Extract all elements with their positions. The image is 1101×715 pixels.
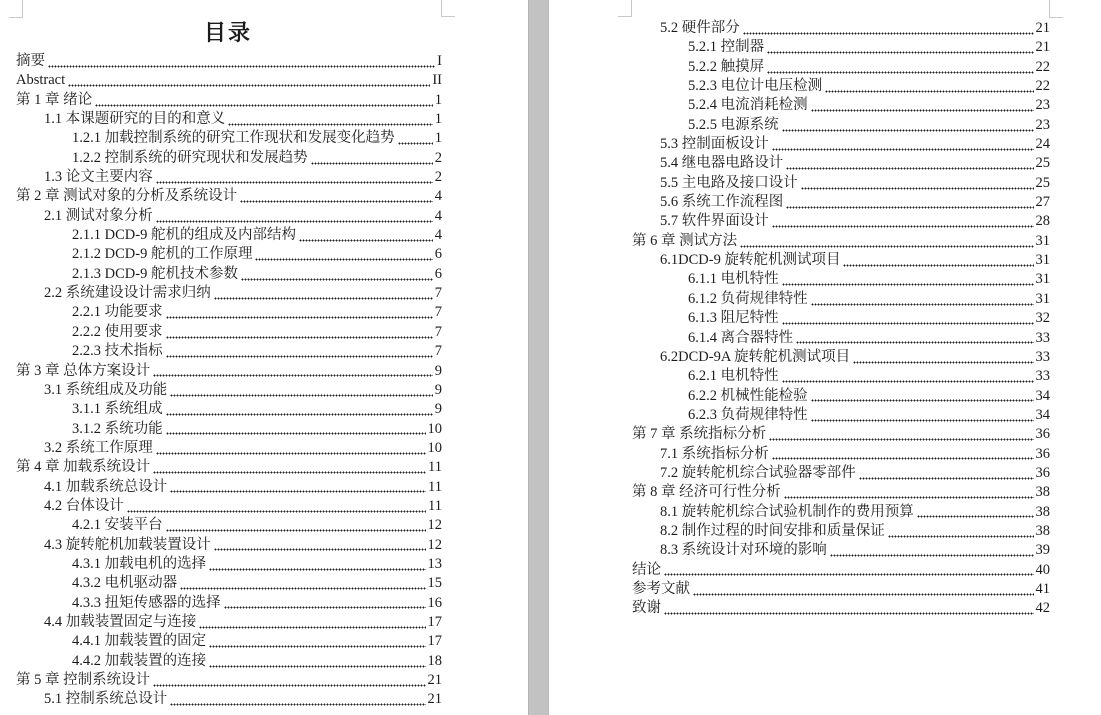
dot-leader [166, 400, 433, 419]
dot-leader [166, 516, 426, 535]
toc-entry[interactable] [632, 116, 1050, 135]
dot-leader [664, 599, 1034, 618]
toc-entry[interactable] [632, 77, 1050, 96]
text-boundary-mark [618, 0, 632, 17]
toc-entry-page-number: 7 [434, 323, 442, 340]
toc-entry-page-number: 4 [434, 188, 442, 205]
toc-entry[interactable] [632, 251, 1050, 270]
toc-entry-title: 2.1.2 DCD-9 舵机的工作原理 [72, 246, 253, 263]
dot-leader [769, 425, 1033, 444]
dot-leader [801, 174, 1034, 193]
toc-entry-page-number: 33 [1035, 368, 1050, 385]
toc-entry-title: 4.3.1 加载电机的选择 [72, 555, 207, 572]
toc-entry-title: 2.2.2 使用要求 [72, 323, 163, 340]
toc-entry-page-number: 38 [1035, 522, 1050, 539]
toc-entry[interactable] [632, 58, 1050, 77]
toc-title: 目录 [203, 20, 252, 45]
toc-entry[interactable] [632, 309, 1050, 328]
toc-entry-page-number: 6 [434, 265, 442, 282]
toc-entry[interactable] [16, 478, 442, 497]
toc-entry-page-number: 32 [1035, 310, 1050, 327]
toc-entry-page-number: 1 [434, 111, 442, 128]
dot-leader [811, 406, 1034, 425]
toc-entry[interactable] [16, 671, 442, 690]
toc-entry-title: 4.1 加载系统总设计 [44, 478, 168, 495]
dot-leader [199, 613, 425, 632]
toc-entry-title: 2.1 测试对象分析 [44, 207, 153, 224]
toc-entry[interactable] [632, 193, 1050, 212]
toc-entry[interactable] [16, 497, 442, 516]
toc-entry[interactable] [632, 270, 1050, 289]
dot-leader [228, 110, 433, 129]
dot-leader [811, 387, 1034, 406]
toc-entry-page-number: 1 [434, 130, 442, 147]
dot-leader [311, 149, 433, 168]
toc-entry[interactable] [632, 329, 1050, 348]
toc-entry[interactable] [16, 400, 442, 419]
toc-entry-title: 8.3 系统设计对环境的影响 [660, 542, 827, 559]
dot-leader [153, 458, 426, 477]
toc-entry-page-number: 12 [427, 536, 442, 553]
toc-entry-page-number: 38 [1035, 484, 1050, 501]
dot-leader [917, 503, 1034, 522]
toc-entry[interactable] [632, 174, 1050, 193]
toc-entry-page-number: 22 [1035, 58, 1050, 75]
toc-entry-page-number: 23 [1035, 116, 1050, 133]
toc-entry[interactable] [16, 632, 442, 651]
toc-entry[interactable] [16, 574, 442, 593]
toc-entry-title: 4.3 旋转舵机加载装置设计 [44, 536, 211, 553]
toc-entry-title: Abstract [16, 72, 66, 89]
toc-entry[interactable] [632, 425, 1050, 444]
toc-entry-title: 摘要 [16, 53, 45, 69]
dot-leader [170, 381, 433, 400]
toc-entry[interactable] [16, 613, 442, 632]
toc-entry-page-number: 4 [434, 227, 442, 244]
toc-entry[interactable] [16, 594, 442, 613]
toc-entry[interactable] [632, 561, 1050, 580]
toc-entry[interactable] [16, 303, 442, 322]
toc-entry-page-number: 4 [434, 207, 442, 224]
toc-entry[interactable] [16, 110, 442, 129]
toc-list-right [632, 19, 1050, 619]
toc-entry[interactable] [16, 245, 442, 264]
toc-entry[interactable] [16, 381, 442, 400]
dot-leader [830, 541, 1034, 560]
dot-leader [48, 52, 435, 71]
dot-leader [127, 497, 426, 516]
toc-entry-title: 第 1 章 绪论 [16, 91, 93, 108]
toc-entry-title: 5.3 控制面板设计 [660, 136, 769, 153]
dot-leader [782, 367, 1034, 386]
toc-entry-page-number: 22 [1035, 78, 1050, 95]
toc-entry-title: 6.1.1 电机特性 [688, 271, 779, 288]
toc-entry-page-number: 36 [1035, 445, 1050, 462]
toc-entry-page-number: 11 [428, 497, 442, 514]
toc-entry-title: 7.2 旋转舵机综合试验器零部件 [660, 464, 856, 481]
toc-entry-title: 5.7 软件界面设计 [660, 213, 769, 230]
toc-entry-page-number: 25 [1035, 174, 1050, 191]
toc-entry[interactable] [16, 420, 442, 439]
toc-entry-title: 5.2.5 电源系统 [688, 116, 779, 133]
toc-entry-title: 4.4 加载装置固定与连接 [44, 613, 197, 630]
toc-entry[interactable] [16, 284, 442, 303]
dot-leader [786, 193, 1033, 212]
toc-entry[interactable] [632, 212, 1050, 231]
dot-leader [743, 19, 1034, 38]
dot-leader [166, 303, 433, 322]
toc-entry-title: 6.2.2 机械性能检验 [688, 387, 808, 404]
dot-leader [170, 690, 425, 709]
dot-leader [180, 574, 425, 593]
dot-leader [214, 284, 433, 303]
toc-entry-title: 4.4.1 加载装置的固定 [72, 633, 207, 650]
toc-entry[interactable] [16, 536, 442, 555]
toc-entry-title: 6.2DCD-9A 旋转舵机测试项目 [660, 348, 851, 365]
toc-entry-page-number: 17 [427, 613, 442, 630]
dot-leader [782, 116, 1034, 135]
toc-entry-page-number: 11 [428, 478, 442, 495]
toc-entry-title: 3.1.1 系统组成 [72, 401, 163, 418]
toc-entry[interactable] [16, 187, 442, 206]
toc-entry[interactable] [632, 522, 1050, 541]
toc-entry-page-number: 7 [434, 285, 442, 302]
dot-leader [166, 323, 433, 342]
toc-entry-page-number: 16 [427, 594, 442, 611]
toc-entry-title: 4.4.2 加载装置的连接 [72, 652, 207, 669]
toc-entry-page-number: 2 [434, 149, 442, 166]
toc-entry-title: 第 6 章 测试方法 [632, 232, 738, 249]
toc-entry-title: 5.5 主电路及接口设计 [660, 174, 798, 191]
toc-entry-title: 3.1.2 系统功能 [72, 420, 163, 437]
toc-entry[interactable] [632, 503, 1050, 522]
toc-entry[interactable] [16, 652, 442, 671]
dot-leader [156, 439, 426, 458]
dot-leader [95, 91, 433, 110]
toc-entry-page-number: 31 [1035, 290, 1050, 307]
toc-entry-page-number: 39 [1035, 542, 1050, 559]
toc-entry-page-number: 13 [427, 555, 442, 572]
dot-leader [825, 77, 1033, 96]
toc-entry-page-number: 42 [1035, 600, 1050, 617]
toc-entry-title: 8.2 制作过程的时间安排和质量保证 [660, 522, 885, 539]
dot-leader [772, 212, 1034, 231]
toc-entry[interactable] [632, 483, 1050, 502]
toc-entry-page-number: 10 [427, 439, 442, 456]
toc-entry-title: 2.2.1 功能要求 [72, 304, 163, 321]
toc-entry-title: 5.2.1 控制器 [688, 39, 765, 56]
toc-entry[interactable] [16, 555, 442, 574]
dot-leader [153, 362, 433, 381]
dot-leader [664, 561, 1034, 580]
toc-entry-page-number: 12 [427, 517, 442, 534]
toc-entry-title: 6.1.3 阻尼特性 [688, 310, 779, 327]
toc-entry-page-number: 21 [427, 672, 442, 688]
toc-entry-title: 2.2 系统建设设计需求归纳 [44, 285, 211, 302]
toc-entry-page-number: 31 [1035, 271, 1050, 288]
toc-entry[interactable] [632, 406, 1050, 425]
toc-entry-page-number: 21 [1035, 39, 1050, 56]
toc-entry-page-number: 18 [427, 652, 442, 669]
toc-entry-page-number: 36 [1035, 464, 1050, 481]
toc-entry-page-number: 38 [1035, 503, 1050, 520]
toc-entry-page-number: 34 [1035, 387, 1050, 404]
toc-entry-title: 第 2 章 测试对象的分析及系统设计 [16, 188, 238, 205]
toc-entry-page-number: 1 [434, 91, 442, 108]
toc-entry-title: 3.2 系统工作原理 [44, 439, 153, 456]
dot-leader [740, 232, 1033, 251]
dot-leader [767, 58, 1033, 77]
dot-leader [255, 245, 432, 264]
toc-entry-title: 4.3.3 扭矩传感器的选择 [72, 594, 221, 611]
toc-entry[interactable] [632, 387, 1050, 406]
dot-leader [68, 71, 430, 90]
dot-leader [224, 594, 426, 613]
toc-entry-page-number: 15 [427, 575, 442, 592]
dot-leader [782, 270, 1034, 289]
text-boundary-mark [1049, 0, 1063, 18]
dot-leader [811, 96, 1034, 115]
toc-entry-title: 1.1 本课题研究的目的和意义 [44, 111, 226, 128]
dot-leader [796, 329, 1033, 348]
toc-entry[interactable] [16, 71, 442, 90]
toc-entry-title: 第 5 章 控制系统设计 [16, 672, 151, 688]
toc-entry-page-number: 24 [1035, 136, 1050, 153]
dot-leader [170, 478, 426, 497]
dot-leader [888, 522, 1034, 541]
toc-entry-title: 第 3 章 总体方案设计 [16, 362, 151, 379]
toc-entry-page-number: 31 [1035, 252, 1050, 269]
toc-entry-title: 5.2.4 电流消耗检测 [688, 97, 808, 114]
toc-entry-page-number: 40 [1035, 561, 1050, 578]
toc-entry-title: 第 4 章 加载系统设计 [16, 459, 151, 476]
toc-entry-title: 5.2.2 触摸屏 [688, 58, 765, 75]
toc-entry[interactable] [16, 690, 442, 709]
toc-entry-page-number: I [437, 53, 442, 69]
toc-entry-page-number: II [432, 72, 442, 89]
toc-entry-page-number: 23 [1035, 97, 1050, 114]
toc-entry[interactable] [16, 265, 442, 284]
toc-entry-title: 第 7 章 系统指标分析 [632, 426, 767, 443]
toc-entry-title: 4.2.1 安装平台 [72, 517, 163, 534]
toc-entry-title: 5.2.3 电位计电压检测 [688, 78, 823, 95]
dot-leader [859, 464, 1034, 483]
dot-leader [398, 129, 433, 148]
dot-leader [843, 251, 1033, 270]
toc-entry-page-number: 31 [1035, 232, 1050, 249]
toc-entry-page-number: 10 [427, 420, 442, 437]
dot-leader [767, 38, 1033, 57]
toc-entry-page-number: 21 [1035, 20, 1050, 36]
toc-entry-page-number: 6 [434, 246, 442, 263]
toc-entry-title: 结论 [632, 561, 661, 578]
toc-entry-page-number: 21 [427, 691, 442, 708]
dot-leader [156, 168, 433, 187]
toc-entry-page-number: 9 [434, 381, 442, 398]
toc-entry[interactable] [632, 367, 1050, 386]
toc-entry-title: 6.2.1 电机特性 [688, 368, 779, 385]
toc-entry[interactable] [632, 19, 1050, 38]
toc-entry-title: 5.6 系统工作流程图 [660, 194, 784, 211]
dot-leader [209, 632, 425, 651]
dot-leader [693, 580, 1034, 599]
toc-entry-page-number: 9 [434, 401, 442, 418]
toc-entry[interactable] [632, 135, 1050, 154]
dot-leader [811, 290, 1034, 309]
toc-entry[interactable] [632, 38, 1050, 57]
dot-leader [853, 348, 1033, 367]
dot-leader [166, 342, 433, 361]
toc-entry-page-number: 27 [1035, 194, 1050, 211]
toc-entry-title: 致谢 [632, 600, 661, 617]
toc-entry-title: 1.3 论文主要内容 [44, 169, 153, 186]
dot-leader [209, 555, 425, 574]
toc-entry-page-number: 34 [1035, 406, 1050, 423]
toc-entry[interactable] [16, 207, 442, 226]
dot-leader [156, 207, 433, 226]
toc-entry-title: 6.1.4 离合器特性 [688, 329, 794, 346]
toc-entry-page-number: 36 [1035, 426, 1050, 443]
toc-entry[interactable] [16, 91, 442, 110]
toc-entry-title: 7.1 系统指标分析 [660, 445, 769, 462]
toc-entry[interactable] [16, 168, 442, 187]
toc-entry-page-number: 9 [434, 362, 442, 379]
toc-entry[interactable] [632, 445, 1050, 464]
dot-leader [772, 135, 1034, 154]
toc-entry[interactable] [16, 52, 442, 71]
toc-entry[interactable] [16, 149, 442, 168]
toc-entry-page-number: 7 [434, 304, 442, 321]
toc-entry-title: 6.2.3 负荷规律特性 [688, 406, 808, 423]
page-gap [528, 0, 549, 715]
toc-entry-title: 2.2.3 技术指标 [72, 343, 163, 360]
toc-entry-title: 参考文献 [632, 580, 690, 597]
toc-entry[interactable] [632, 541, 1050, 560]
dot-leader [299, 226, 433, 245]
toc-entry[interactable] [16, 342, 442, 361]
toc-entry-title: 5.4 继电器电路设计 [660, 155, 784, 172]
toc-entry[interactable] [632, 96, 1050, 115]
toc-entry-title: 3.1 系统组成及功能 [44, 381, 168, 398]
toc-entry[interactable] [632, 599, 1050, 618]
dot-leader [214, 536, 426, 555]
toc-entry-title: 4.3.2 电机驱动器 [72, 575, 178, 592]
dot-leader [166, 420, 426, 439]
toc-entry-page-number: 33 [1035, 329, 1050, 346]
toc-entry-page-number: 28 [1035, 213, 1050, 230]
toc-entry[interactable] [632, 464, 1050, 483]
toc-entry[interactable] [16, 129, 442, 148]
toc-entry[interactable] [632, 154, 1050, 173]
toc-entry-page-number: 33 [1035, 348, 1050, 365]
toc-entry-title: 1.2.1 加载控制系统的研究工作现状和发展变化趋势 [72, 130, 395, 147]
dot-leader [153, 671, 425, 690]
toc-entry-title: 4.2 台体设计 [44, 497, 124, 514]
dot-leader [772, 445, 1034, 464]
toc-entry[interactable] [16, 516, 442, 535]
toc-entry-title: 6.1DCD-9 旋转舵机测试项目 [660, 252, 841, 269]
dot-leader [782, 309, 1034, 328]
toc-entry[interactable] [16, 439, 442, 458]
toc-entry-page-number: 17 [427, 633, 442, 650]
toc-entry-page-number: 2 [434, 169, 442, 186]
toc-list-left [16, 52, 442, 710]
toc-entry-page-number: 41 [1035, 580, 1050, 597]
toc-entry-title: 2.1.1 DCD-9 舵机的组成及内部结构 [72, 227, 296, 244]
dot-leader [209, 652, 425, 671]
dot-leader [241, 265, 433, 284]
toc-entry[interactable] [16, 458, 442, 477]
toc-entry-title: 5.1 控制系统总设计 [44, 691, 168, 708]
toc-entry[interactable] [16, 362, 442, 381]
toc-entry-page-number: 25 [1035, 155, 1050, 172]
toc-entry-title: 第 8 章 经济可行性分析 [632, 484, 781, 501]
toc-entry-title: 6.1.2 负荷规律特性 [688, 290, 808, 307]
text-boundary-mark [9, 0, 23, 18]
dot-leader [240, 187, 433, 206]
toc-entry[interactable] [632, 348, 1050, 367]
toc-entry[interactable] [632, 232, 1050, 251]
toc-entry[interactable] [632, 290, 1050, 309]
toc-entry-title: 5.2 硬件部分 [660, 20, 740, 36]
toc-entry-title: 8.1 旋转舵机综合试验机制作的费用预算 [660, 503, 914, 520]
toc-entry-page-number: 7 [434, 343, 442, 360]
toc-entry-title: 2.1.3 DCD-9 舵机技术参数 [72, 265, 238, 282]
toc-entry[interactable] [16, 226, 442, 245]
text-boundary-mark [441, 0, 455, 17]
dot-leader [784, 483, 1034, 502]
toc-entry[interactable] [632, 580, 1050, 599]
toc-entry-page-number: 11 [428, 459, 442, 476]
toc-entry[interactable] [16, 323, 442, 342]
dot-leader [786, 154, 1033, 173]
toc-entry-title: 1.2.2 控制系统的研究现状和发展趋势 [72, 149, 308, 166]
